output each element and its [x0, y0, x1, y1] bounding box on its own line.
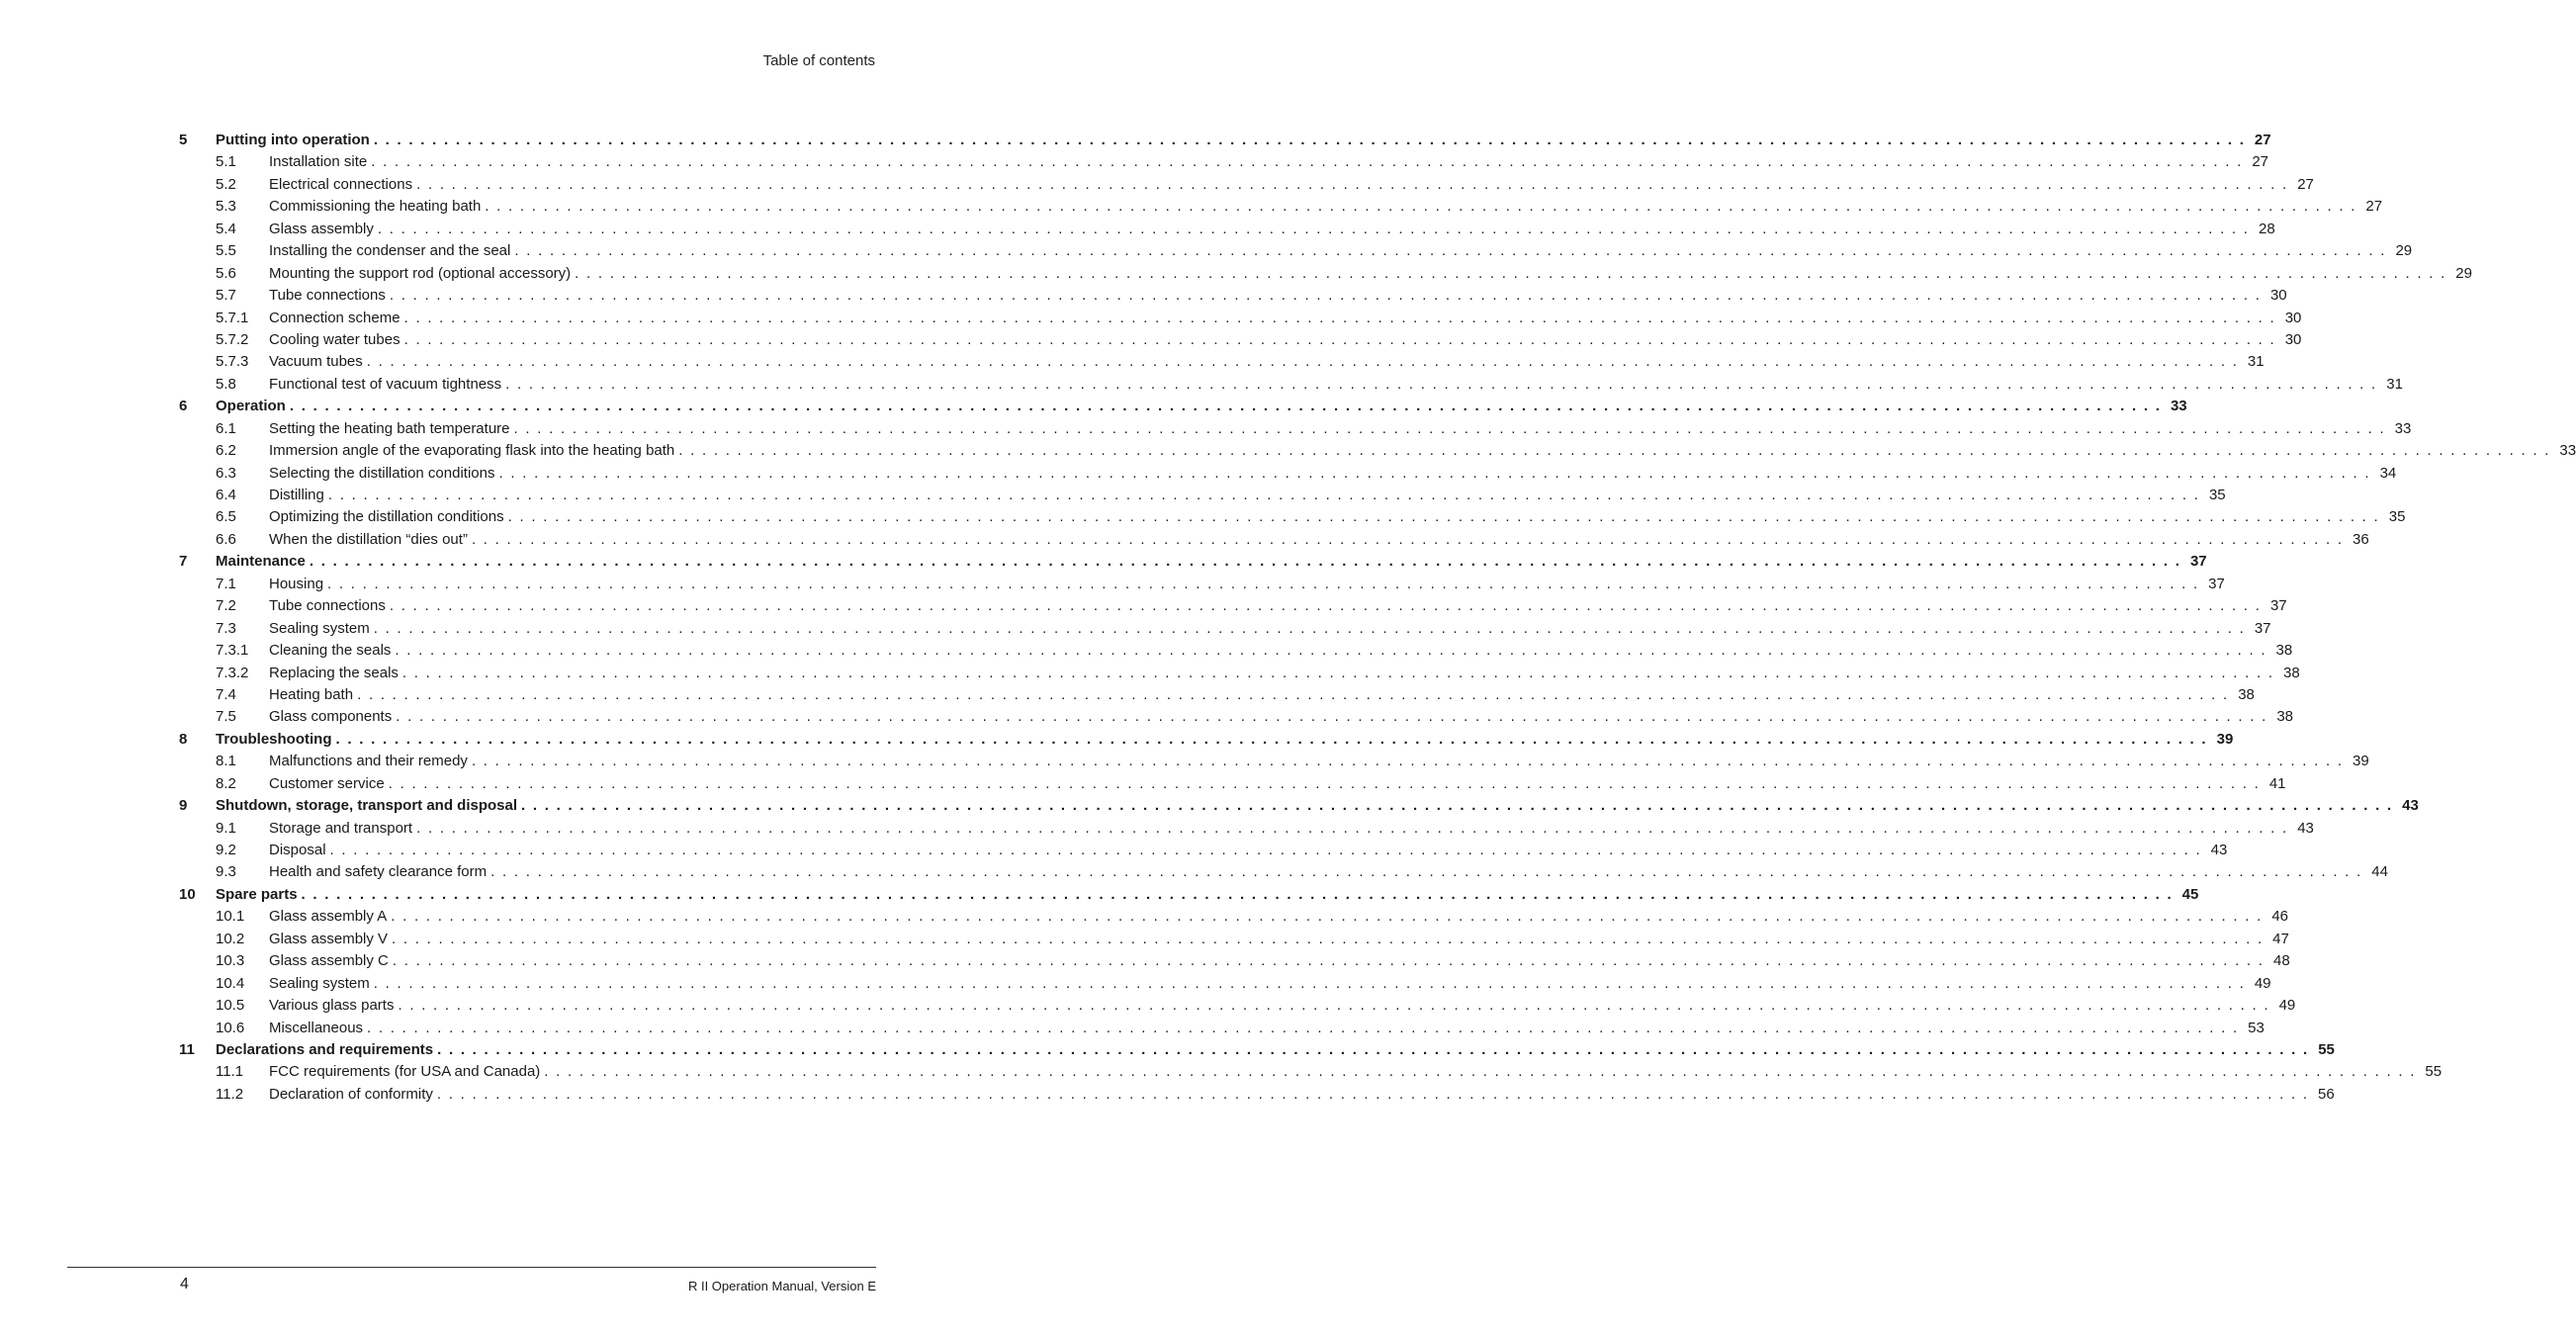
- dot-leader: ................................................................................................................................................................: [416, 819, 2294, 837]
- toc-entry-title: Sealing system: [269, 618, 374, 640]
- toc-entry-page: 30: [2269, 287, 2287, 305]
- dot-leader: ................................................................................................................................................................: [329, 842, 2208, 858]
- toc-entry-number: 5.2: [216, 175, 236, 193]
- toc-entry-page: 37: [2269, 597, 2287, 615]
- running-header: Table of contents: [762, 52, 875, 69]
- toc-entry-leader: [216, 130, 2271, 151]
- toc-section-entry[interactable]: [179, 1018, 2265, 1039]
- dot-leader: ................................................................................................................................................................: [377, 220, 2256, 237]
- toc-entry-title: Sealing system: [269, 973, 374, 995]
- toc-entry-number: 10: [179, 885, 196, 903]
- toc-entry-number: 7.1: [216, 575, 236, 592]
- toc-section-entry[interactable]: [179, 418, 2412, 440]
- toc-entry-page: 46: [2271, 908, 2289, 926]
- footer-document-title: R II Operation Manual, Version E: [687, 1279, 876, 1293]
- toc-entry-number: 9: [179, 797, 188, 815]
- toc-entry-leader: [269, 574, 2225, 595]
- dot-leader: ................................................................................................................................................................: [403, 309, 2282, 326]
- toc-entry-page: 27: [2254, 132, 2271, 148]
- dot-leader: ................................................................................................................................................................: [498, 464, 2377, 482]
- toc-chapter-entry[interactable]: [179, 396, 2187, 417]
- toc-entry-number: 11: [179, 1040, 195, 1058]
- dot-leader: ................................................................................................................................................................: [521, 797, 2399, 815]
- toc-section-entry[interactable]: [179, 351, 2265, 373]
- toc-entry-title: Installation site: [269, 151, 371, 173]
- dot-leader: ................................................................................................................................................................: [485, 198, 2363, 216]
- toc-entry-title: Putting into operation: [216, 130, 374, 151]
- toc-section-entry[interactable]: [179, 861, 2388, 883]
- toc-entry-leader: [269, 485, 2226, 506]
- toc-entry-page: 37: [2254, 619, 2271, 637]
- toc-entry-leader: [269, 374, 2403, 396]
- toc-entry-leader: [216, 551, 2207, 573]
- toc-entry-leader: [269, 595, 2287, 617]
- toc-entry-leader: [216, 884, 2199, 906]
- toc-entry-leader: [269, 1061, 2443, 1083]
- toc-entry-number: 10.4: [216, 974, 245, 992]
- toc-entry-leader: [269, 684, 2255, 706]
- toc-entry-page: 37: [2189, 553, 2207, 571]
- toc-entry-page: 27: [2252, 153, 2269, 171]
- footer-divider: [67, 1267, 876, 1268]
- toc-entry-number: 8.2: [216, 774, 236, 792]
- toc-section-entry[interactable]: [179, 574, 2225, 595]
- toc-entry-number: 10.6: [216, 1019, 245, 1036]
- dot-leader: ................................................................................................................................................................: [289, 398, 2168, 415]
- toc-entry-page: 37: [2208, 575, 2225, 592]
- toc-entry-number: 6: [179, 398, 188, 415]
- toc-entry-page: 27: [2365, 198, 2383, 216]
- toc-section-entry[interactable]: [179, 773, 2286, 795]
- toc-section-entry[interactable]: [179, 684, 2255, 706]
- dot-leader: ................................................................................................................................................................: [392, 930, 2269, 947]
- toc-entry-title: Customer service: [269, 773, 389, 795]
- dot-leader: ................................................................................................................................................................: [367, 1019, 2245, 1036]
- toc-entry-title: Operation: [216, 396, 290, 417]
- toc-entry-title: Health and safety clearance form: [269, 861, 490, 883]
- toc-entry-number: 5.5: [216, 242, 236, 260]
- toc-entry-title: Vacuum tubes: [269, 351, 367, 373]
- toc-entry-title: Troubleshooting: [216, 729, 336, 751]
- dot-leader: ................................................................................................................................................................: [398, 997, 2276, 1015]
- toc-entry-leader: [269, 840, 2228, 861]
- toc-entry-number: 7: [179, 553, 188, 571]
- toc-entry-page: 38: [2283, 664, 2300, 681]
- toc-entry-page: 39: [2353, 753, 2369, 770]
- toc-entry-leader: [269, 950, 2290, 972]
- toc-entry-title: Electrical connections: [269, 174, 416, 196]
- toc-section-entry[interactable]: [179, 618, 2271, 640]
- toc-entry-title: Disposal: [269, 840, 330, 861]
- toc-entry-page: 27: [2297, 175, 2314, 193]
- toc-entry-leader: [269, 285, 2287, 307]
- toc-entry-page: 53: [2248, 1019, 2265, 1036]
- toc-chapter-entry[interactable]: [179, 795, 2419, 817]
- toc-entry-number: 5.7.3: [216, 353, 249, 371]
- toc-entry-leader: [269, 618, 2271, 640]
- toc-section-entry[interactable]: [179, 929, 2289, 950]
- toc-entry-title: Miscellaneous: [269, 1018, 367, 1039]
- toc-entry-number: 5.7.1: [216, 309, 249, 326]
- toc-entry-number: 7.3.2: [216, 664, 249, 681]
- toc-entry-title: Tube connections: [269, 595, 390, 617]
- dot-leader: ................................................................................................................................................................: [437, 1040, 2315, 1058]
- dot-leader: ................................................................................................................................................................: [403, 330, 2282, 348]
- toc-entry-page: 41: [2268, 774, 2286, 792]
- toc-section-entry[interactable]: [179, 440, 2576, 462]
- toc-section-entry[interactable]: [179, 196, 2383, 218]
- toc-entry-leader: [269, 1018, 2265, 1039]
- toc-section-entry[interactable]: [179, 995, 2296, 1017]
- toc-entry-title: FCC requirements (for USA and Canada): [269, 1061, 544, 1083]
- dot-leader: ................................................................................................................................................................: [335, 730, 2214, 748]
- dot-leader: ................................................................................................................................................................: [373, 132, 2252, 148]
- toc-entry-title: Heating bath: [269, 684, 357, 706]
- toc-entry-number: 7.4: [216, 685, 236, 703]
- toc-section-entry[interactable]: [179, 506, 2406, 528]
- dot-leader: ................................................................................................................................................................: [396, 708, 2274, 726]
- toc-entry-number: 5.7: [216, 287, 236, 305]
- toc-entry-page: 29: [2395, 242, 2413, 260]
- toc-entry-number: 9.1: [216, 819, 236, 837]
- toc-entry-title: Maintenance: [216, 551, 310, 573]
- toc-section-entry[interactable]: [179, 1061, 2443, 1083]
- dot-leader: ................................................................................................................................................................: [371, 153, 2250, 171]
- toc-entry-leader: [269, 308, 2302, 329]
- dot-leader: ................................................................................................................................................................: [575, 264, 2452, 282]
- toc-section-entry[interactable]: [179, 706, 2294, 728]
- toc-section-entry[interactable]: [179, 663, 2300, 684]
- toc-section-entry[interactable]: [179, 151, 2269, 173]
- dot-leader: ................................................................................................................................................................: [490, 863, 2368, 881]
- toc-entry-leader: [269, 219, 2275, 240]
- toc-entry-title: Various glass parts: [269, 995, 398, 1017]
- toc-entry-leader: [269, 506, 2406, 528]
- toc-entry-title: Glass components: [269, 706, 396, 728]
- toc-entry-number: 5.1: [216, 153, 236, 171]
- toc-entry-number: 7.5: [216, 708, 236, 726]
- toc-entry-page: 49: [2254, 974, 2271, 992]
- toc-entry-leader: [269, 995, 2296, 1017]
- toc-entry-title: Connection scheme: [269, 308, 404, 329]
- toc-entry-title: Tube connections: [269, 285, 390, 307]
- dot-leader: ................................................................................................................................................................: [327, 487, 2206, 503]
- toc-entry-leader: [269, 529, 2369, 551]
- toc-entry-leader: [216, 396, 2187, 417]
- toc-entry-page: 39: [2216, 730, 2234, 748]
- toc-entry-page: 43: [2210, 842, 2228, 858]
- toc-entry-number: 5: [179, 132, 188, 148]
- toc-section-entry[interactable]: [179, 374, 2403, 396]
- toc-entry-page: 44: [2371, 863, 2388, 881]
- dot-leader: ................................................................................................................................................................: [327, 575, 2205, 592]
- dot-leader: ................................................................................................................................................................: [436, 1085, 2315, 1103]
- toc-section-entry[interactable]: [179, 240, 2413, 262]
- toc-entry-page: 34: [2379, 464, 2397, 482]
- toc-entry-number: 10.3: [216, 952, 245, 970]
- dot-leader: ................................................................................................................................................................: [357, 685, 2235, 703]
- footer-page-number: 4: [180, 1276, 189, 1292]
- toc-entry-number: 5.8: [216, 375, 236, 393]
- toc-entry-number: 9.3: [216, 863, 236, 881]
- toc-entry-leader: [269, 751, 2369, 772]
- dot-leader: ................................................................................................................................................................: [373, 619, 2252, 637]
- toc-entry-number: 8.1: [216, 753, 236, 770]
- dot-leader: ................................................................................................................................................................: [373, 974, 2252, 992]
- toc-section-entry[interactable]: [179, 906, 2289, 928]
- toc-entry-leader: [269, 663, 2300, 684]
- toc-entry-title: Declarations and requirements: [216, 1039, 437, 1061]
- toc-entry-leader: [216, 795, 2419, 817]
- toc-entry-number: 10.5: [216, 997, 245, 1015]
- toc-entry-title: Cleaning the seals: [269, 640, 395, 662]
- toc-section-entry[interactable]: [179, 529, 2369, 551]
- toc-section-entry[interactable]: [179, 485, 2226, 506]
- toc-entry-page: 30: [2284, 330, 2302, 348]
- toc-entry-number: 10.1: [216, 908, 245, 926]
- toc-entry-leader: [269, 351, 2265, 373]
- dot-leader: ................................................................................................................................................................: [392, 952, 2270, 970]
- toc-entry-page: 38: [2276, 708, 2294, 726]
- toc-section-entry[interactable]: [179, 950, 2290, 972]
- toc-section-entry[interactable]: [179, 174, 2314, 196]
- toc-entry-leader: [269, 706, 2294, 728]
- dot-leader: ................................................................................................................................................................: [366, 353, 2245, 371]
- toc-entry-leader: [269, 240, 2413, 262]
- toc-entry-page: 35: [2208, 487, 2226, 503]
- toc-entry-leader: [269, 861, 2388, 883]
- toc-entry-page: 31: [2247, 353, 2265, 371]
- toc-entry-leader: [269, 174, 2314, 196]
- dot-leader: ................................................................................................................................................................: [678, 442, 2557, 460]
- toc-entry-number: 5.4: [216, 220, 236, 237]
- toc-entry-number: 8: [179, 730, 188, 748]
- toc-entry-title: Glass assembly C: [269, 950, 393, 972]
- toc-entry-leader: [269, 418, 2412, 440]
- toc-entry-leader: [269, 329, 2302, 351]
- toc-chapter-entry[interactable]: [179, 130, 2271, 151]
- toc-entry-title: Functional test of vacuum tightness: [269, 374, 505, 396]
- toc-entry-page: 33: [2170, 398, 2187, 415]
- toc-entry-number: 6.1: [216, 419, 236, 437]
- toc-section-entry[interactable]: [179, 463, 2397, 485]
- toc-entry-leader: [216, 729, 2234, 751]
- toc-entry-page: 56: [2318, 1085, 2335, 1103]
- dot-leader: ................................................................................................................................................................: [513, 419, 2392, 437]
- dot-leader: ................................................................................................................................................................: [395, 642, 2273, 660]
- toc-entry-number: 7.3: [216, 619, 236, 637]
- toc-entry-page: 33: [2394, 419, 2412, 437]
- toc-entry-title: Commissioning the heating bath: [269, 196, 485, 218]
- dot-leader: ................................................................................................................................................................: [505, 375, 2383, 393]
- toc-entry-page: 43: [2297, 819, 2314, 837]
- toc-entry-page: 38: [2275, 642, 2293, 660]
- toc-entry-leader: [216, 1039, 2335, 1061]
- toc-entry-number: 6.4: [216, 487, 236, 503]
- dot-leader: ................................................................................................................................................................: [471, 753, 2350, 770]
- toc-section-entry[interactable]: [179, 751, 2369, 772]
- dot-leader: ................................................................................................................................................................: [301, 885, 2179, 903]
- toc-entry-leader: [269, 151, 2269, 173]
- dot-leader: ................................................................................................................................................................: [401, 664, 2280, 681]
- toc-entry-number: 7.3.1: [216, 642, 249, 660]
- toc-entry-title: Spare parts: [216, 884, 302, 906]
- dot-leader: ................................................................................................................................................................: [471, 530, 2350, 548]
- toc-entry-title: Housing: [269, 574, 327, 595]
- toc-entry-number: 5.7.2: [216, 330, 249, 348]
- toc-chapter-entry[interactable]: [179, 729, 2234, 751]
- dot-leader: ................................................................................................................................................................: [391, 908, 2269, 926]
- toc-entry-page: 55: [2318, 1040, 2335, 1058]
- toc-entry-number: 5.3: [216, 198, 236, 216]
- toc-entry-leader: [269, 640, 2293, 662]
- toc-entry-number: 6.6: [216, 530, 236, 548]
- toc-entry-title: Glass assembly A: [269, 906, 391, 928]
- toc-entry-number: 6.2: [216, 442, 236, 460]
- toc-entry-title: Malfunctions and their remedy: [269, 751, 472, 772]
- toc-entry-number: 9.2: [216, 842, 236, 858]
- toc-entry-page: 33: [2559, 442, 2576, 460]
- toc-entry-title: Glass assembly: [269, 219, 378, 240]
- toc-entry-leader: [269, 818, 2314, 840]
- toc-entry-title: Immersion angle of the evaporating flask into the heating bath: [269, 440, 678, 462]
- toc-entry-title: Storage and transport: [269, 818, 416, 840]
- toc-entry-leader: [269, 196, 2383, 218]
- toc-entry-title: Distilling: [269, 485, 328, 506]
- toc-entry-title: Shutdown, storage, transport and disposal: [216, 795, 521, 817]
- toc-entry-title: Replacing the seals: [269, 663, 402, 684]
- toc-entry-page: 47: [2272, 930, 2289, 947]
- toc-entry-number: 11.2: [216, 1085, 244, 1103]
- toc-entry-number: 7.2: [216, 597, 236, 615]
- toc-section-entry[interactable]: [179, 640, 2293, 662]
- toc-section-entry[interactable]: [179, 973, 2271, 995]
- toc-chapter-entry[interactable]: [179, 884, 2199, 906]
- toc-section-entry[interactable]: [179, 329, 2302, 351]
- toc-entry-title: Installing the condenser and the seal: [269, 240, 514, 262]
- toc-entry-page: 30: [2284, 309, 2302, 326]
- toc-entry-title: Selecting the distillation conditions: [269, 463, 498, 485]
- toc-entry-page: 29: [2455, 264, 2472, 282]
- toc-entry-title: Declaration of conformity: [269, 1084, 437, 1106]
- toc-entry-title: When the distillation “dies out”: [269, 529, 472, 551]
- dot-leader: ................................................................................................................................................................: [388, 774, 2266, 792]
- toc-chapter-entry[interactable]: [179, 1039, 2335, 1061]
- toc-entry-page: 48: [2272, 952, 2290, 970]
- toc-entry-leader: [269, 773, 2286, 795]
- toc-entry-page: 38: [2238, 685, 2255, 703]
- toc-entry-leader: [269, 463, 2397, 485]
- toc-section-entry[interactable]: [179, 219, 2275, 240]
- toc-entry-title: Glass assembly V: [269, 929, 392, 950]
- toc-entry-page: 36: [2353, 530, 2369, 548]
- toc-entry-leader: [269, 929, 2289, 950]
- toc-entry-page: 45: [2181, 885, 2199, 903]
- toc-entry-page: 35: [2388, 508, 2406, 526]
- toc-section-entry[interactable]: [179, 818, 2314, 840]
- toc-chapter-entry[interactable]: [179, 551, 2207, 573]
- toc-entry-title: Cooling water tubes: [269, 329, 404, 351]
- toc-entry-page: 55: [2425, 1063, 2443, 1081]
- toc-entry-page: 43: [2402, 797, 2419, 815]
- toc-entry-title: Setting the heating bath temperature: [269, 418, 514, 440]
- toc-entry-number: 5.6: [216, 264, 236, 282]
- toc-entry-title: Optimizing the distillation conditions: [269, 506, 508, 528]
- toc-section-entry[interactable]: [179, 1084, 2335, 1106]
- dot-leader: ................................................................................................................................................................: [389, 597, 2267, 615]
- toc-entry-number: 6.5: [216, 508, 236, 526]
- toc-section-entry[interactable]: [179, 595, 2287, 617]
- dot-leader: ................................................................................................................................................................: [416, 175, 2294, 193]
- toc-entry-leader: [269, 440, 2576, 462]
- toc-entry-page: 31: [2386, 375, 2403, 393]
- toc-section-entry[interactable]: [179, 308, 2302, 329]
- toc-entry-number: 11.1: [216, 1063, 244, 1081]
- table-of-contents: [179, 130, 2576, 1106]
- toc-entry-leader: [269, 263, 2472, 285]
- dot-leader: ................................................................................................................................................................: [507, 508, 2386, 526]
- dot-leader: ................................................................................................................................................................: [309, 553, 2187, 571]
- toc-entry-page: 28: [2258, 220, 2275, 237]
- toc-section-entry[interactable]: [179, 263, 2472, 285]
- dot-leader: ................................................................................................................................................................: [514, 242, 2393, 260]
- toc-section-entry[interactable]: [179, 840, 2228, 861]
- toc-entry-leader: [269, 1084, 2335, 1106]
- dot-leader: ................................................................................................................................................................: [544, 1063, 2423, 1081]
- dot-leader: ................................................................................................................................................................: [389, 287, 2267, 305]
- toc-section-entry[interactable]: [179, 285, 2287, 307]
- toc-entry-page: 49: [2278, 997, 2296, 1015]
- toc-entry-leader: [269, 906, 2289, 928]
- toc-entry-leader: [269, 973, 2271, 995]
- toc-entry-number: 6.3: [216, 464, 236, 482]
- toc-entry-title: Mounting the support rod (optional accessory): [269, 263, 575, 285]
- toc-entry-number: 10.2: [216, 930, 245, 947]
